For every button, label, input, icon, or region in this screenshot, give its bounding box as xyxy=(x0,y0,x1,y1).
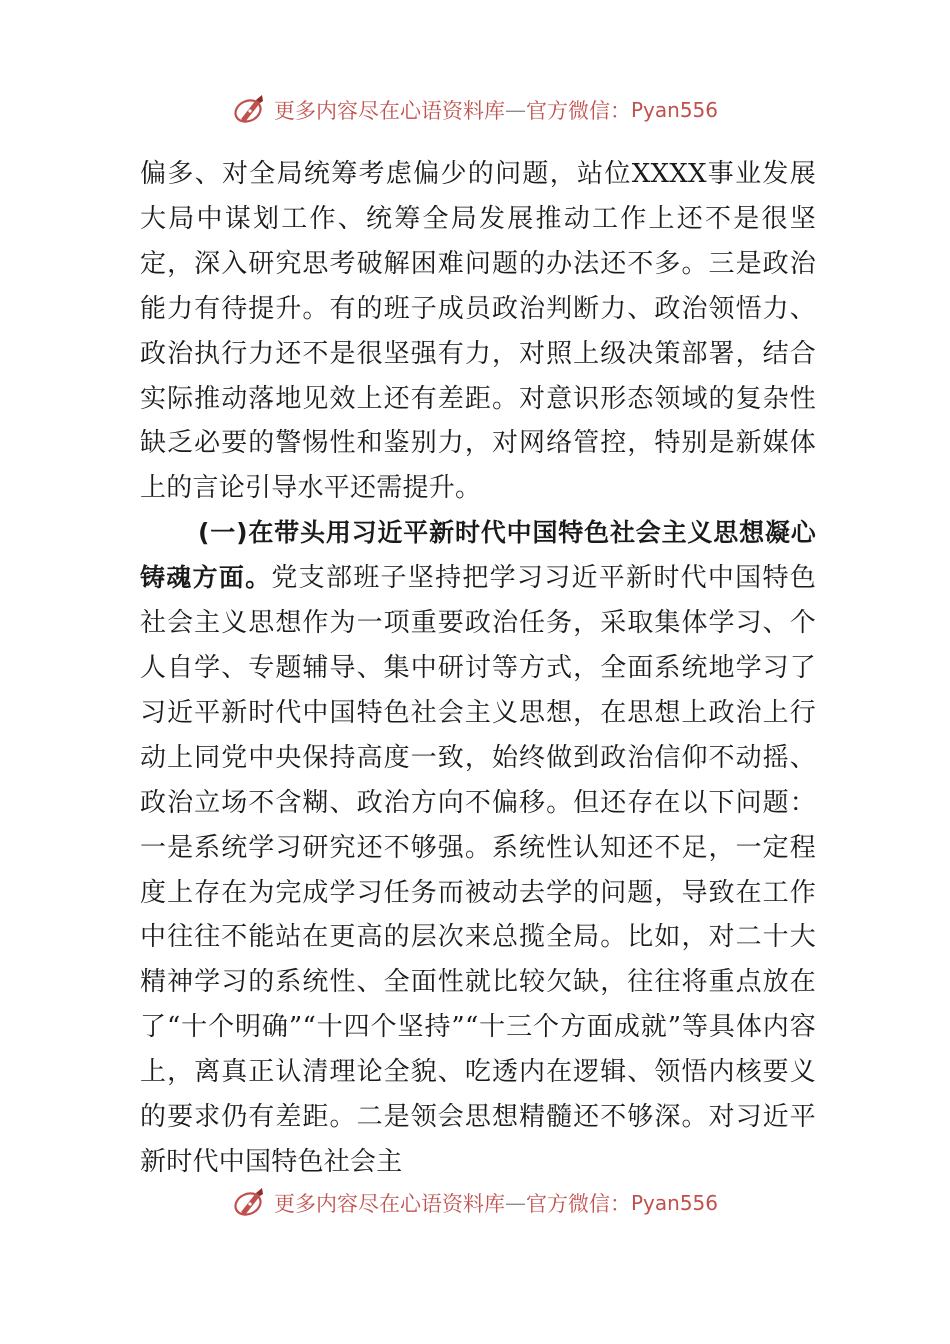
footer-contact-id: Pyan556 xyxy=(630,1191,718,1215)
footer-separator: — xyxy=(504,1191,526,1215)
section-heading: (一)在带头用习近平新时代中国特色社会主义思想凝心铸魂方面。 xyxy=(140,518,816,593)
document-body xyxy=(140,152,816,1185)
footer-brand-text: 更多内容尽在心语资料库 xyxy=(273,1192,505,1216)
header-banner xyxy=(0,90,950,130)
pen-nib-logo-icon xyxy=(232,1185,268,1221)
footer-banner xyxy=(0,1183,950,1223)
header-brand-text: 更多内容尽在心语资料库 xyxy=(273,99,505,123)
header-contact-id: Pyan556 xyxy=(630,98,718,122)
paragraph-1: 偏多、对全局统筹考虑偏少的问题，站位XXXX事业发展大局中谋划工作、统筹全局发展推动工作上还不是很坚定，深入研究思考破解困难问题的办法还不多。三是政治能力有待提升。有的班子成员政治判断力、政治领悟力、政治执行力还不是很坚强有力，对照上级决策部署，结合实际推动落地见效上还有差距。对意识形态领域的复杂性缺乏必要的警惕性和鉴别力，对网络管控，特别是新媒体上的言论引导水平还需提升。 xyxy=(140,159,816,504)
pen-nib-logo-icon xyxy=(232,92,268,128)
header-contact-label: 官方微信： xyxy=(525,99,631,123)
header-separator: — xyxy=(504,98,526,122)
paragraph-2 xyxy=(140,511,816,1185)
paragraph-2-text: 党支部班子坚持把学习习近平新时代中国特色社会主义思想作为一项重要政治任务，采取集体学习、个人自学、专题辅导、集中研讨等方式，全面系统地学习了习近平新时代中国特色社会主义思想，在思想上政治上行动上同党中央保持高度一致，始终做到政治信仰不动摇、政治立场不含糊、政治方向不偏移。但还存在以下问题：一是系统学习研究还不够强。系统性认知还不足，一定程度上存在为完成学习任务而被动去学的问题，导致在工作中往往不能站在更高的层次来总揽全局。比如，对二十大精神学习的系统性、全面性就比较欠缺，往往将重点放在了“十个明确”“十四个坚持”“十三个方面成就”等具体内容上，离真正认清理论全貌、吃透内在逻辑、领悟内核要义的要求仍有差距。二是领会思想精髓还不够深。对习近平新时代中国特色社会主 xyxy=(140,563,816,1177)
footer-contact-label: 官方微信： xyxy=(525,1192,631,1216)
